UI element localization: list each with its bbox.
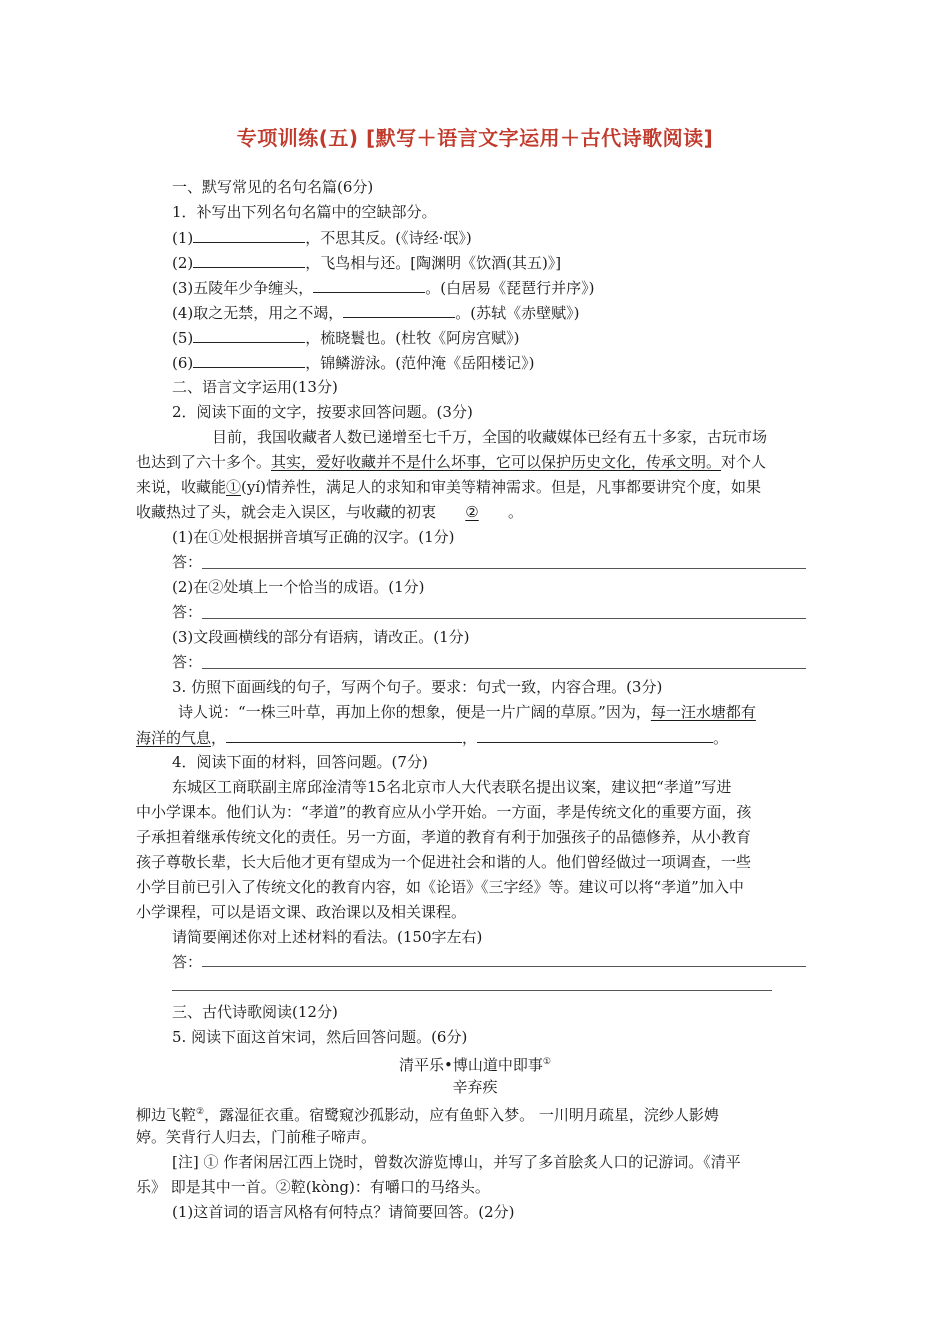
fill-blank[interactable] xyxy=(193,327,305,343)
fill-blank[interactable] xyxy=(343,302,455,318)
passage-line: 目前，我国收藏者人数已递增至七千万，全国的收藏媒体已经有五十多家，古玩市场 xyxy=(212,428,768,446)
answer-label: 答： xyxy=(172,953,203,971)
question-2: 2．阅读下面的文字，按要求回答问题。(3分) xyxy=(172,403,473,421)
sub-question: (1)在①处根据拼音填写正确的汉字。(1分) xyxy=(172,528,455,546)
answer-line[interactable] xyxy=(202,568,806,569)
question-4: 4．阅读下面的材料，回答问题。(7分) xyxy=(172,753,428,771)
item-5: (5) ，梳晓鬟也。(杜牧《阿房宫赋》) xyxy=(172,329,520,347)
footnote-marker: ② xyxy=(196,1107,205,1117)
note-line: 乐》 即是其中一首。②鞚(kòng)：有嚼口的马络头。 xyxy=(136,1178,490,1196)
answer-line[interactable] xyxy=(172,990,772,991)
section-3-heading: 三、古代诗歌阅读(12分) xyxy=(172,1003,338,1021)
item-1: (1) ，不思其反。(《诗经·氓》) xyxy=(172,229,472,247)
question-1: 1．补写出下列名句名篇中的空缺部分。 xyxy=(172,203,437,221)
passage-line: 海洋的气息， ， 。 xyxy=(136,729,729,747)
fill-blank[interactable] xyxy=(193,352,305,368)
section-1-heading: 一、默写常见的名句名篇(6分) xyxy=(172,178,374,196)
material-line: 孩子尊敬长辈，长大后他才更有望成为一个促进社会和谐的人。他们曾经做过一项调查，一些 xyxy=(136,853,752,871)
poem-line: 婷。笑背行人归去，门前稚子啼声。 xyxy=(136,1128,377,1146)
material-line: 东城区工商联副主席邱淦清等15名北京市人大代表联名提出议案，建议把“孝道”写进 xyxy=(172,778,732,796)
answer-line[interactable] xyxy=(202,966,806,967)
item-4: (4)取之无禁，用之不竭， 。(苏轼《赤壁赋》) xyxy=(172,304,580,322)
material-line: 小学目前已引入了传统文化的教育内容，如《论语》《三字经》等。建议可以将“孝道”加入中 xyxy=(136,878,744,896)
answer-line[interactable] xyxy=(202,668,806,669)
sub-question: (3)文段画横线的部分有语病，请改正。(1分) xyxy=(172,628,470,646)
footnote-marker: ① xyxy=(542,1057,551,1067)
passage-line: 收藏热过了头，就会走入误区，与收藏的初衷 ② 。 xyxy=(136,503,524,521)
question-5: 5. 阅读下面这首宋词，然后回答问题。(6分) xyxy=(172,1028,468,1046)
answer-label: 答： xyxy=(172,553,203,571)
section-2-heading: 二、语言文字运用(13分) xyxy=(172,378,338,396)
note-line: [注] ① 作者闲居江西上饶时，曾数次游览博山，并写了多首脍炙人口的记游词。《清平 xyxy=(172,1153,741,1171)
material-line: 小学课程，可以是语文课、政治课以及相关课程。 xyxy=(136,903,467,921)
material-prompt: 请简要阐述你对上述材料的看法。(150字左右) xyxy=(172,928,483,946)
passage-line: 来说，收藏能①(yí)情养性，满足人的求知和审美等精神需求。但是，凡事都要讲究个度，如果 xyxy=(136,478,762,496)
fill-blank[interactable] xyxy=(193,252,305,268)
answer-label: 答： xyxy=(172,653,203,671)
item-2: (2) ，飞鸟相与还。[陶渊明《饮酒(其五)》] xyxy=(172,254,562,272)
page-title: 专项训练(五) [默写＋语言文字运用＋古代诗歌阅读] xyxy=(236,126,714,150)
sub-question: (2)在②处填上一个恰当的成语。(1分) xyxy=(172,578,425,596)
passage-line: 也达到了六十多个。其实，爱好收藏并不是什么坏事，它可以保护历史文化，传承文明。对个人 xyxy=(136,453,767,471)
fill-blank[interactable] xyxy=(226,727,462,743)
question-3: 3. 仿照下面画线的句子，写两个句子。要求：句式一致，内容合理。(3分) xyxy=(172,678,663,696)
material-line: 子承担着继承传统文化的责任。另一方面，孝道的教育有利于加强孩子的品德修养，从小教育 xyxy=(136,828,752,846)
item-6: (6) ，锦鳞游泳。(范仲淹《岳阳楼记》) xyxy=(172,354,535,372)
fill-blank[interactable] xyxy=(313,277,425,293)
poem-title: 清平乐•博山道中即事① xyxy=(399,1056,551,1074)
material-line: 中小学课本。他们认为：“孝道”的教育应从小学开始。一方面，孝是传统文化的重要方面，孩 xyxy=(136,803,752,821)
passage-line: 诗人说：“一株三叶草，再加上你的想象，便是一片广阔的草原。”因为，每一汪水塘都有 xyxy=(178,703,756,721)
poem-author: 辛弃疾 xyxy=(452,1078,498,1096)
poem-line: 柳边飞鞚②，露湿征衣重。宿鹭窥沙孤影动，应有鱼虾入梦。 一川明月疏星，浣纱人影娉 xyxy=(136,1106,719,1124)
fill-blank[interactable] xyxy=(193,227,305,243)
answer-line[interactable] xyxy=(202,618,806,619)
sub-question: (1)这首词的语言风格有何特点？请简要回答。(2分) xyxy=(172,1203,515,1221)
answer-label: 答： xyxy=(172,603,203,621)
fill-blank[interactable] xyxy=(477,727,713,743)
item-3: (3)五陵年少争缠头， 。(白居易《琵琶行并序》) xyxy=(172,279,595,297)
